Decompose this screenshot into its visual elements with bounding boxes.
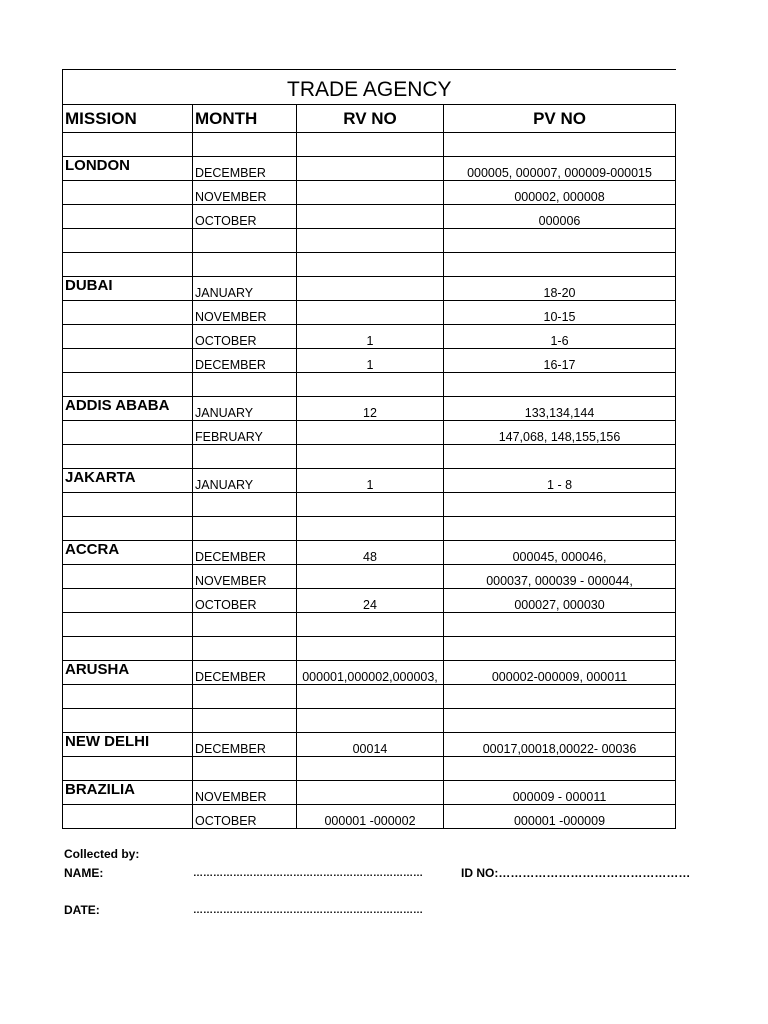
header-pv-no: PV NO (444, 105, 676, 133)
rv-no-cell: 24 (297, 589, 444, 613)
mission-cell (63, 133, 193, 157)
header-month: MONTH (193, 105, 297, 133)
pv-no-cell (444, 517, 676, 541)
pv-no-cell: 133,134,144 (444, 397, 676, 421)
month-cell: DECEMBER (193, 541, 297, 565)
pv-no-cell (444, 373, 676, 397)
pv-no-cell (444, 757, 676, 781)
mission-cell (63, 613, 193, 637)
table-row (63, 685, 676, 709)
rv-no-cell (297, 157, 444, 181)
month-cell: OCTOBER (193, 805, 297, 829)
pv-no-cell: 000027, 000030 (444, 589, 676, 613)
pv-no-cell: 1 - 8 (444, 469, 676, 493)
mission-cell (63, 325, 193, 349)
rv-no-cell (297, 445, 444, 469)
pv-no-cell (444, 709, 676, 733)
month-cell: NOVEMBER (193, 181, 297, 205)
date-label: DATE: (64, 903, 100, 917)
rv-no-cell: 1 (297, 325, 444, 349)
table-row (63, 781, 676, 805)
rv-no-cell (297, 493, 444, 517)
table-row (63, 469, 676, 493)
rv-no-cell: 00014 (297, 733, 444, 757)
table-row (63, 445, 676, 469)
mission-cell (63, 637, 193, 661)
pv-no-cell: 000009 - 000011 (444, 781, 676, 805)
month-cell: DECEMBER (193, 349, 297, 373)
table-row (63, 421, 676, 445)
month-cell: DECEMBER (193, 661, 297, 685)
table-body (63, 133, 676, 829)
month-cell: FEBRUARY (193, 421, 297, 445)
month-cell (193, 445, 297, 469)
mission-cell (63, 205, 193, 229)
mission-cell (63, 349, 193, 373)
pv-no-cell: 147,068, 148,155,156 (444, 421, 676, 445)
table-row (63, 517, 676, 541)
rv-no-cell (297, 421, 444, 445)
month-cell (193, 613, 297, 637)
mission-cell (63, 445, 193, 469)
pv-no-cell: 000002-000009, 000011 (444, 661, 676, 685)
mission-cell (63, 685, 193, 709)
mission-cell (63, 589, 193, 613)
rv-no-cell: 000001 -000002 (297, 805, 444, 829)
rv-no-cell: 1 (297, 469, 444, 493)
pv-no-cell (444, 613, 676, 637)
pv-no-cell: 1-6 (444, 325, 676, 349)
table-row (63, 589, 676, 613)
mission-cell (63, 301, 193, 325)
month-cell: NOVEMBER (193, 301, 297, 325)
table-row (63, 709, 676, 733)
rv-no-cell (297, 133, 444, 157)
month-cell (193, 637, 297, 661)
rv-no-cell: 12 (297, 397, 444, 421)
mission-cell (63, 229, 193, 253)
rv-no-cell (297, 277, 444, 301)
month-cell: NOVEMBER (193, 781, 297, 805)
table-row (63, 805, 676, 829)
mission-cell (63, 373, 193, 397)
rv-no-cell (297, 229, 444, 253)
table-row (63, 661, 676, 685)
rv-no-cell (297, 301, 444, 325)
table-row (63, 157, 676, 181)
pv-no-cell (444, 133, 676, 157)
month-cell: DECEMBER (193, 733, 297, 757)
rv-no-cell (297, 685, 444, 709)
mission-cell (63, 709, 193, 733)
month-cell: NOVEMBER (193, 565, 297, 589)
mission-cell: DUBAI (63, 277, 193, 301)
month-cell (193, 229, 297, 253)
rv-no-cell (297, 565, 444, 589)
rv-no-cell (297, 757, 444, 781)
mission-cell (63, 805, 193, 829)
date-fill-line: …………………………………………………………… (193, 905, 423, 916)
pv-no-cell: 18-20 (444, 277, 676, 301)
mission-cell: BRAZILIA (63, 781, 193, 805)
rv-no-cell: 1 (297, 349, 444, 373)
pv-no-cell: 000005, 000007, 000009-000015 (444, 157, 676, 181)
page-title: TRADE AGENCY (63, 70, 676, 105)
rv-no-cell (297, 181, 444, 205)
table-row (63, 253, 676, 277)
rv-no-cell (297, 709, 444, 733)
month-cell (193, 373, 297, 397)
month-cell: OCTOBER (193, 205, 297, 229)
mission-cell (63, 181, 193, 205)
header-mission: MISSION (63, 105, 193, 133)
month-cell: JANUARY (193, 469, 297, 493)
table-row (63, 133, 676, 157)
table-row (63, 325, 676, 349)
rv-no-cell (297, 613, 444, 637)
table-row (63, 493, 676, 517)
rv-no-cell (297, 373, 444, 397)
pv-no-cell: 00017,00018,00022- 00036 (444, 733, 676, 757)
month-cell: OCTOBER (193, 325, 297, 349)
pv-no-cell: 10-15 (444, 301, 676, 325)
month-cell: JANUARY (193, 277, 297, 301)
mission-cell: ACCRA (63, 541, 193, 565)
table-row (63, 349, 676, 373)
month-cell (193, 517, 297, 541)
month-cell (193, 685, 297, 709)
rv-no-cell: 48 (297, 541, 444, 565)
trade-agency-table (62, 69, 676, 829)
rv-no-cell: 000001,000002,000003, (297, 661, 444, 685)
pv-no-cell: 000001 -000009 (444, 805, 676, 829)
month-cell: OCTOBER (193, 589, 297, 613)
id-no-label: ID NO:………………………………………… (461, 866, 691, 880)
pv-no-cell (444, 637, 676, 661)
name-label: NAME: (64, 866, 104, 880)
mission-cell: ARUSHA (63, 661, 193, 685)
pv-no-cell: 000006 (444, 205, 676, 229)
rv-no-cell (297, 781, 444, 805)
header-row (63, 105, 676, 133)
table-row (63, 397, 676, 421)
month-cell: DECEMBER (193, 157, 297, 181)
table-row (63, 181, 676, 205)
month-cell (193, 709, 297, 733)
rv-no-cell (297, 637, 444, 661)
month-cell: JANUARY (193, 397, 297, 421)
pv-no-cell: 16-17 (444, 349, 676, 373)
mission-cell (63, 421, 193, 445)
month-cell (193, 253, 297, 277)
table-row (63, 637, 676, 661)
pv-no-cell (444, 493, 676, 517)
rv-no-cell (297, 205, 444, 229)
pv-no-cell: 000002, 000008 (444, 181, 676, 205)
table-row (63, 373, 676, 397)
table-row (63, 541, 676, 565)
table-row (63, 733, 676, 757)
table-row (63, 757, 676, 781)
mission-cell: LONDON (63, 157, 193, 181)
table-row (63, 613, 676, 637)
mission-cell (63, 757, 193, 781)
mission-cell (63, 493, 193, 517)
title-row (63, 70, 676, 105)
mission-cell: JAKARTA (63, 469, 193, 493)
mission-cell: ADDIS ABABA (63, 397, 193, 421)
table-row (63, 205, 676, 229)
month-cell (193, 493, 297, 517)
table-row (63, 229, 676, 253)
mission-cell (63, 565, 193, 589)
table-row (63, 277, 676, 301)
pv-no-cell: 000037, 000039 - 000044, (444, 565, 676, 589)
collected-by-label: Collected by: (64, 847, 140, 861)
rv-no-cell (297, 517, 444, 541)
pv-no-cell: 000045, 000046, (444, 541, 676, 565)
table-row (63, 565, 676, 589)
pv-no-cell (444, 445, 676, 469)
table-row (63, 301, 676, 325)
mission-cell (63, 253, 193, 277)
month-cell (193, 757, 297, 781)
pv-no-cell (444, 253, 676, 277)
mission-cell: NEW DELHI (63, 733, 193, 757)
header-rv-no: RV NO (297, 105, 444, 133)
rv-no-cell (297, 253, 444, 277)
pv-no-cell (444, 229, 676, 253)
name-fill-line: …………………………………………………………… (193, 868, 423, 879)
pv-no-cell (444, 685, 676, 709)
month-cell (193, 133, 297, 157)
mission-cell (63, 517, 193, 541)
